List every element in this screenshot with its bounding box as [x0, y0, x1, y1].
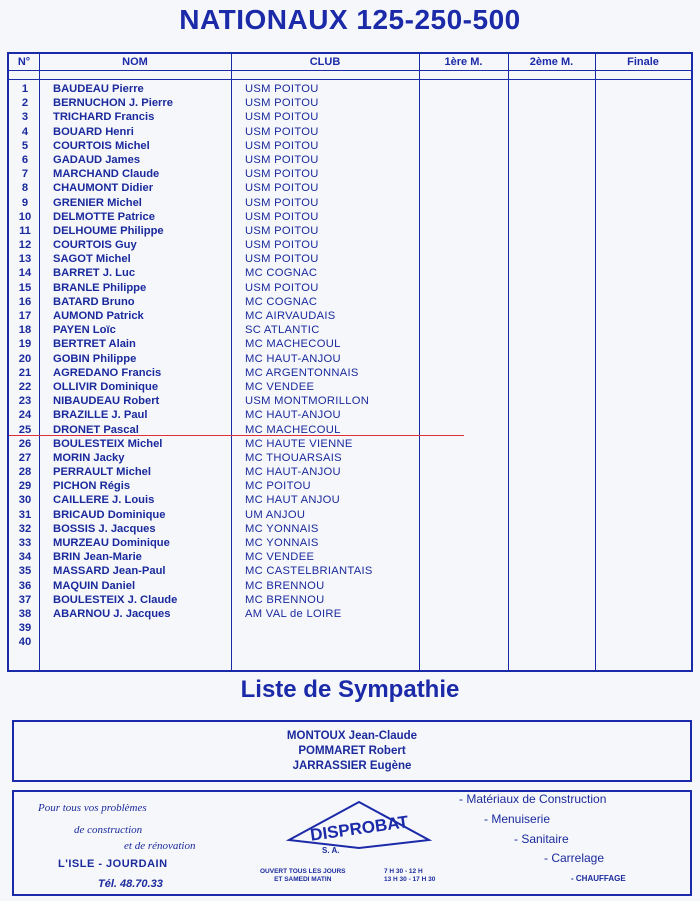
rider-name: BRAZILLE J. Paul — [53, 409, 148, 422]
table-row — [9, 139, 691, 153]
club-name: MC YONNAIS — [245, 522, 319, 535]
club-name: USM POITOU — [245, 224, 319, 237]
row-number: 35 — [18, 565, 32, 578]
service-item: - Matériaux de Construction — [459, 792, 607, 806]
sympathie-box — [12, 720, 692, 782]
row-number: 7 — [21, 168, 29, 181]
page-title: NATIONAUX 125-250-500 — [179, 4, 521, 35]
row-number: 10 — [18, 210, 32, 223]
table-row — [9, 607, 691, 621]
row-number: 38 — [18, 607, 32, 620]
hours-line: 13 H 30 - 17 H 30 — [384, 876, 436, 883]
row-number: 27 — [18, 451, 32, 464]
club-name: USM POITOU — [245, 83, 319, 95]
row-number: 23 — [18, 395, 32, 408]
table-row — [9, 281, 691, 295]
club-name: MC MACHECOUL — [245, 338, 341, 351]
club-name: MC HAUT-ANJOU — [245, 409, 341, 422]
row-number: 25 — [18, 423, 32, 436]
rider-name: MAQUIN Daniel — [53, 579, 136, 592]
club-name: USM POITOU — [245, 153, 319, 166]
row-number: 19 — [18, 338, 32, 351]
header-manche1: 1ère M. — [444, 56, 483, 68]
club-name: MC VENDEE — [245, 380, 315, 393]
club-name: MC AIRVAUDAIS — [245, 310, 336, 322]
table-row — [9, 394, 691, 408]
hours-line: 7 H 30 - 12 H — [384, 868, 423, 875]
table-row — [9, 508, 691, 522]
brand-suffix: S. A. — [322, 846, 340, 855]
ad-slogan-2: de construction — [74, 824, 143, 836]
club-name: MC MACHECOUL — [245, 423, 341, 436]
rider-name: BERTRET Alain — [53, 338, 136, 351]
club-name: MC BRENNOU — [245, 593, 325, 606]
table-row — [9, 635, 691, 649]
table-row — [9, 408, 691, 422]
club-name: MC THOUARSAIS — [245, 451, 342, 464]
club-name: MC HAUTE VIENNE — [245, 437, 353, 450]
row-number: 24 — [18, 409, 32, 422]
header-num: N° — [17, 56, 31, 68]
ad-slogan-1: Pour tous vos problèmes — [38, 802, 147, 814]
row-number: 22 — [18, 380, 32, 393]
club-name: MC COGNAC — [245, 267, 318, 280]
row-number: 28 — [18, 466, 32, 479]
row-number: 20 — [18, 352, 32, 365]
header-club: CLUB — [309, 56, 341, 68]
table-row — [9, 196, 691, 210]
rider-name: BOULESTEIX J. Claude — [53, 593, 178, 606]
row-number: 8 — [21, 182, 29, 195]
ad-slogan-3: et de rénovation — [124, 840, 196, 852]
row-number: 9 — [21, 196, 29, 209]
club-name: MC HAUT-ANJOU — [245, 466, 341, 479]
table-row — [9, 110, 691, 124]
opening-line: ET SAMEDI MATIN — [274, 876, 332, 883]
sympathie-name: POMMARET Robert — [298, 745, 406, 757]
row-number: 1 — [21, 83, 29, 95]
club-name: USM POITOU — [245, 125, 319, 138]
club-name: MC POITOU — [245, 480, 311, 493]
table-row — [9, 564, 691, 578]
rider-name: BARRET J. Luc — [53, 267, 136, 280]
table-row — [9, 238, 691, 252]
row-number: 11 — [19, 224, 31, 237]
club-name: USM POITOU — [245, 196, 319, 209]
rider-name: BRIN Jean-Marie — [53, 551, 142, 564]
rider-name: GRENIER Michel — [53, 196, 142, 209]
rider-name: MARCHAND Claude — [53, 168, 160, 181]
rider-name: GOBIN Philippe — [53, 352, 137, 365]
rider-name: AUMOND Patrick — [53, 310, 144, 322]
club-name: USM POITOU — [245, 139, 319, 152]
row-number: 37 — [18, 593, 32, 606]
club-name: AM VAL de LOIRE — [245, 607, 342, 620]
club-name: MC YONNAIS — [245, 537, 319, 549]
row-number: 21 — [18, 366, 32, 379]
row-number: 29 — [18, 480, 32, 493]
header-finale: Finale — [627, 56, 659, 68]
table-body — [9, 82, 691, 650]
club-name: UM ANJOU — [245, 508, 306, 521]
club-name: USM POITOU — [245, 253, 319, 266]
table-row — [9, 210, 691, 224]
sympathie-name: JARRASSIER Eugène — [292, 760, 412, 772]
row-number: 26 — [18, 437, 32, 450]
service-item: - CHAUFFAGE — [571, 874, 626, 883]
rider-name: CHAUMONT Didier — [53, 182, 154, 195]
table-row — [9, 451, 691, 465]
advertisement — [12, 790, 692, 896]
table-row — [9, 295, 691, 309]
rider-name: BOSSIS J. Jacques — [53, 522, 156, 535]
rider-name: BRICAUD Dominique — [53, 508, 166, 521]
rider-name: BRANLE Philippe — [53, 281, 147, 294]
service-item: - Menuiserie — [484, 812, 551, 826]
table-row — [9, 82, 691, 96]
club-name: USM POITOU — [245, 210, 319, 223]
table-row — [9, 352, 691, 366]
row-number: 31 — [18, 508, 32, 521]
table-row — [9, 593, 691, 607]
table-row — [9, 153, 691, 167]
table-row — [9, 125, 691, 139]
red-marker-line — [9, 435, 464, 436]
row-number: 36 — [18, 579, 32, 592]
table-row — [9, 181, 691, 195]
table-row — [9, 550, 691, 564]
row-number: 2 — [21, 97, 29, 110]
table-row — [9, 437, 691, 451]
rider-name: COURTOIS Guy — [53, 239, 137, 252]
row-number: 17 — [18, 310, 32, 322]
club-name: USM POITOU — [245, 111, 319, 124]
row-number: 12 — [18, 239, 32, 252]
rider-name: BOULESTEIX Michel — [53, 437, 163, 450]
rider-name: SAGOT Michel — [53, 253, 131, 266]
table-row — [9, 323, 691, 337]
club-name: USM MONTMORILLON — [245, 395, 370, 408]
rider-name: DELHOUME Philippe — [53, 224, 164, 237]
rider-name: PAYEN Loïc — [53, 324, 116, 337]
rider-name: MASSARD Jean-Paul — [53, 565, 166, 578]
row-number: 18 — [18, 324, 32, 337]
table-row — [9, 266, 691, 280]
brand-name: DISPROBAT — [309, 812, 410, 845]
club-name: MC COGNAC — [245, 295, 318, 308]
opening-line: OUVERT TOUS LES JOURS — [260, 868, 346, 875]
row-number: 14 — [18, 267, 32, 280]
table-row — [9, 309, 691, 323]
ad-town: L'ISLE - JOURDAIN — [58, 858, 168, 870]
table-row — [9, 224, 691, 238]
rider-name: OLLIVIR Dominique — [53, 380, 159, 393]
table-row — [9, 493, 691, 507]
club-name: USM POITOU — [245, 281, 319, 294]
section-title: Liste de Sympathie — [240, 676, 460, 703]
header-nom: NOM — [122, 56, 148, 68]
service-item: - Carrelage — [544, 851, 605, 865]
sympathie-name: MONTOUX Jean-Claude — [286, 730, 418, 742]
opening-days — [260, 868, 345, 884]
rider-name: BAUDEAU Pierre — [53, 83, 144, 95]
club-name: MC HAUT ANJOU — [245, 494, 341, 507]
row-number: 4 — [21, 125, 29, 138]
row-number: 3 — [21, 111, 29, 124]
rider-name: DRONET Pascal — [53, 423, 139, 436]
row-number: 33 — [18, 537, 32, 549]
results-table — [7, 52, 693, 672]
row-number: 39 — [18, 622, 32, 635]
club-name: MC VENDEE — [245, 551, 315, 564]
header-divider — [9, 70, 691, 71]
rider-name: BOUARD Henri — [53, 125, 134, 138]
rider-name: TRICHARD Francis — [53, 111, 155, 124]
table-row — [9, 536, 691, 550]
opening-hours — [384, 868, 435, 884]
disprobat-logo — [269, 796, 449, 852]
table-row — [9, 96, 691, 110]
table-row — [9, 479, 691, 493]
rider-name: BERNUCHON J. Pierre — [53, 97, 173, 110]
table-row — [9, 167, 691, 181]
club-name: MC CASTELBRIANTAIS — [245, 565, 373, 578]
rider-name: NIBAUDEAU Robert — [53, 395, 160, 408]
table-row — [9, 465, 691, 479]
club-name: MC HAUT-ANJOU — [245, 352, 341, 365]
service-item: - Sanitaire — [514, 832, 569, 846]
row-number: 30 — [18, 494, 32, 507]
rider-name: MORIN Jacky — [53, 451, 125, 464]
club-name: USM POITOU — [245, 168, 319, 181]
ad-phone: Tél. 48.70.33 — [98, 878, 163, 890]
table-row — [9, 621, 691, 635]
row-number: 6 — [21, 153, 29, 166]
rider-name: ABARNOU J. Jacques — [53, 607, 171, 620]
rider-name: GADAUD James — [53, 153, 141, 166]
rider-name: MURZEAU Dominique — [53, 537, 170, 549]
club-name: USM POITOU — [245, 239, 319, 252]
table-row — [9, 337, 691, 351]
table-row — [9, 380, 691, 394]
row-number: 5 — [21, 139, 29, 152]
table-row — [9, 522, 691, 536]
rider-name: BATARD Bruno — [53, 295, 135, 308]
row-number: 15 — [18, 281, 32, 294]
header-divider — [9, 79, 691, 80]
row-number: 13 — [18, 253, 32, 266]
table-row — [9, 579, 691, 593]
club-name: MC ARGENTONNAIS — [245, 366, 359, 379]
rider-name: COURTOIS Michel — [53, 139, 150, 152]
rider-name: PERRAULT Michel — [53, 466, 151, 479]
table-row — [9, 252, 691, 266]
row-number: 34 — [18, 551, 32, 564]
rider-name: AGREDANO Francis — [53, 366, 162, 379]
rider-name: PICHON Régis — [53, 480, 131, 493]
rider-name: CAILLERE J. Louis — [53, 494, 155, 507]
rider-name: DELMOTTE Patrice — [53, 210, 155, 223]
row-number: 40 — [18, 636, 32, 649]
club-name: USM POITOU — [245, 182, 319, 195]
table-row — [9, 366, 691, 380]
row-number: 32 — [18, 522, 32, 535]
row-number: 16 — [18, 295, 32, 308]
club-name: MC BRENNOU — [245, 579, 325, 592]
header-manche2: 2ème M. — [529, 56, 574, 68]
club-name: USM POITOU — [245, 97, 319, 110]
club-name: SC ATLANTIC — [245, 324, 320, 337]
